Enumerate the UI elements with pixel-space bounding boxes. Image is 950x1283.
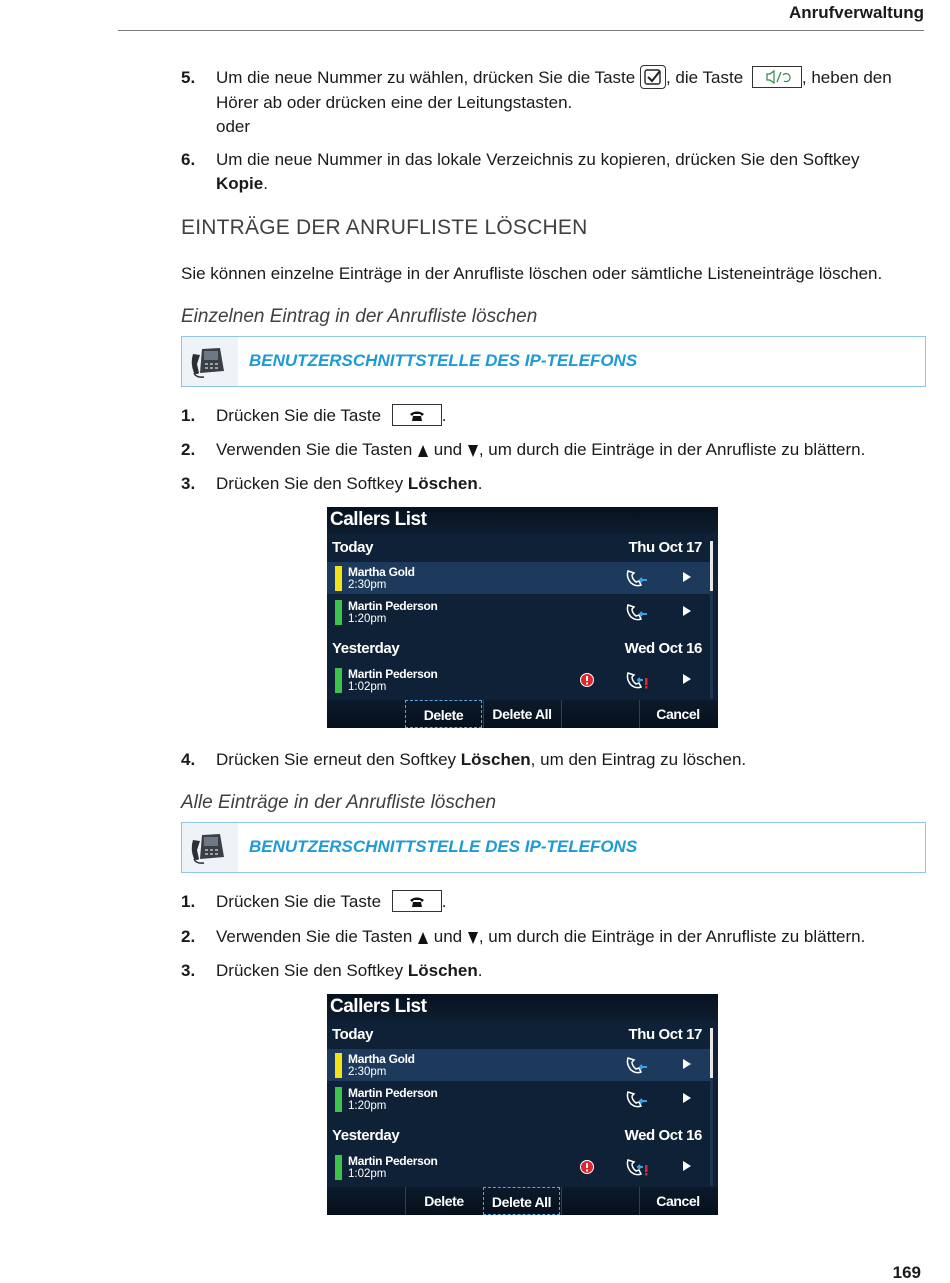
step-text: Drücken Sie erneut den Softkey [216,750,457,769]
caller-name: Martin Pederson [348,1086,438,1100]
step-text: Drücken Sie die Taste [216,406,382,425]
step-6: 6. Um die neue Nummer in das lokale Verzeichnis zu kopieren, drücken Sie den Softkey Kopie. [181,150,860,193]
play-arrow-icon[interactable] [682,605,692,617]
step-number: 5. [181,68,196,87]
missed-call-icon [624,1157,650,1177]
phone-key-icon [392,890,442,912]
softkey-delete[interactable]: Delete [405,1187,482,1215]
step-3: 3. Drücken Sie den Softkey Löschen. [181,959,926,983]
softkey-delete-all[interactable]: Delete All [483,700,560,728]
group-header-today: Today Thu Oct 17 [332,539,702,556]
step-number: 1. [181,892,196,911]
softkey-name: Löschen [407,474,478,493]
phone-key-icon [392,404,442,426]
step-text: Verwenden Sie die Tasten [216,440,413,459]
step-4: 4. Drücken Sie erneut den Softkey Löschen, um den Eintrag zu löschen. [181,748,926,772]
step-2: 2. Verwenden Sie die Tasten und , um durch die Einträge in der Anrufliste zu blättern. [181,438,926,462]
softkey-name: Kopie [216,174,264,193]
scrollbar-thumb[interactable] [710,541,713,591]
arrow-up-icon [417,931,429,945]
play-arrow-icon[interactable] [682,1058,692,1070]
group-header-yesterday: Yesterday Wed Oct 16 [332,640,702,657]
caller-name: Martha Gold [348,565,415,579]
callout-title: BENUTZERSCHNITTSTELLE DES IP-TELEFONS [249,837,638,856]
softkey-name: Löschen [407,961,478,980]
desk-phone-icon [182,823,238,872]
step-text: Um die neue Nummer in das lokale Verzeichnis zu kopieren, drücken Sie den Softkey [216,150,860,169]
step-number: 6. [181,150,196,169]
arrow-down-icon [467,444,479,458]
play-arrow-icon[interactable] [682,1092,692,1104]
header-divider [118,30,924,31]
step-5: 5. Um die neue Nummer zu wählen, drücken Sie die Taste , die Taste , heben den Hörer ab oder drücken eine der Leitungstasten. oder [181,66,926,139]
status-bar [335,566,342,591]
status-bar [335,1053,342,1078]
call-entry[interactable] [327,1083,710,1115]
subsection-heading: Einzelnen Eintrag in der Anrufliste löschen [181,306,538,327]
play-arrow-icon[interactable] [682,673,692,685]
missed-call-icon [624,670,650,690]
call-entry[interactable] [327,1049,710,1081]
softkey-delete[interactable]: Delete [405,700,482,728]
call-entry[interactable] [327,1151,710,1183]
alert-icon [580,1160,594,1174]
step-number: 4. [181,750,196,769]
caller-name: Martin Pederson [348,667,438,681]
incoming-call-icon [624,568,650,588]
status-bar [335,668,342,693]
desk-phone-icon [182,337,238,386]
step-1: 1. Drücken Sie die Taste . [181,404,926,428]
callers-list-screen [327,994,718,1215]
step-number: 2. [181,440,196,459]
subsection-heading: Alle Einträge in der Anrufliste löschen [181,792,497,813]
step-3: 3. Drücken Sie den Softkey Löschen. [181,472,926,496]
screen-title: Callers List [330,996,427,1017]
status-bar [335,1087,342,1112]
arrow-up-icon [417,444,429,458]
group-header-today: Today Thu Oct 17 [332,1026,702,1043]
call-time: 1:20pm [348,613,387,625]
softkey-empty [561,1187,638,1215]
page-number: 169 [892,1263,921,1282]
step-number: 2. [181,927,196,946]
speaker-key-icon [752,66,802,88]
alert-icon [580,673,594,687]
softkey-name: Löschen [460,750,531,769]
call-time: 2:30pm [348,1066,387,1078]
step-1: 1. Drücken Sie die Taste . [181,890,926,914]
incoming-call-icon [624,602,650,622]
step-number: 1. [181,406,196,425]
call-time: 1:02pm [348,1168,387,1180]
caller-name: Martin Pederson [348,1154,438,1168]
play-arrow-icon[interactable] [682,571,692,583]
status-bar [335,1155,342,1180]
screen-title: Callers List [330,509,427,530]
incoming-call-icon [624,1089,650,1109]
play-arrow-icon[interactable] [682,1160,692,1172]
check-key-icon [640,65,666,89]
step-2: 2. Verwenden Sie die Tasten und , um durch die Einträge in der Anrufliste zu blättern. [181,925,926,949]
callers-list-screen [327,507,718,728]
step-text: Drücken Sie den Softkey [216,474,404,493]
step-text: Drücken Sie den Softkey [216,961,404,980]
softkey-cancel[interactable]: Cancel [639,700,716,728]
step-text: Drücken Sie die Taste [216,892,382,911]
call-time: 2:30pm [348,579,387,591]
call-time: 1:20pm [348,1100,387,1112]
callout-title: BENUTZERSCHNITTSTELLE DES IP-TELEFONS [249,351,638,370]
call-entry[interactable] [327,596,710,628]
intro-paragraph: Sie können einzelne Einträge in der Anrufliste löschen oder sämtliche Listeneinträge löschen. [181,264,883,283]
softkey-delete-all[interactable]: Delete All [483,1187,560,1215]
status-bar [335,600,342,625]
caller-name: Martin Pederson [348,599,438,613]
ui-callout-box [181,336,926,387]
call-entry[interactable] [327,562,710,594]
section-title: EINTRÄGE DER ANRUFLISTE LÖSCHEN [181,216,588,239]
running-header: Anrufverwaltung [788,3,924,22]
call-entry[interactable] [327,664,710,696]
step-text: Verwenden Sie die Tasten [216,927,413,946]
incoming-call-icon [624,1055,650,1075]
group-header-yesterday: Yesterday Wed Oct 16 [332,1127,702,1144]
call-time: 1:02pm [348,681,387,693]
step-number: 3. [181,474,196,493]
scrollbar-thumb[interactable] [710,1028,713,1078]
step-number: 3. [181,961,196,980]
softkey-empty [561,700,638,728]
softkey-cancel[interactable]: Cancel [639,1187,716,1215]
arrow-down-icon [467,931,479,945]
step-text: Um die neue Nummer zu wählen, drücken Sie die Taste [216,68,636,87]
ui-callout-box [181,822,926,873]
caller-name: Martha Gold [348,1052,415,1066]
